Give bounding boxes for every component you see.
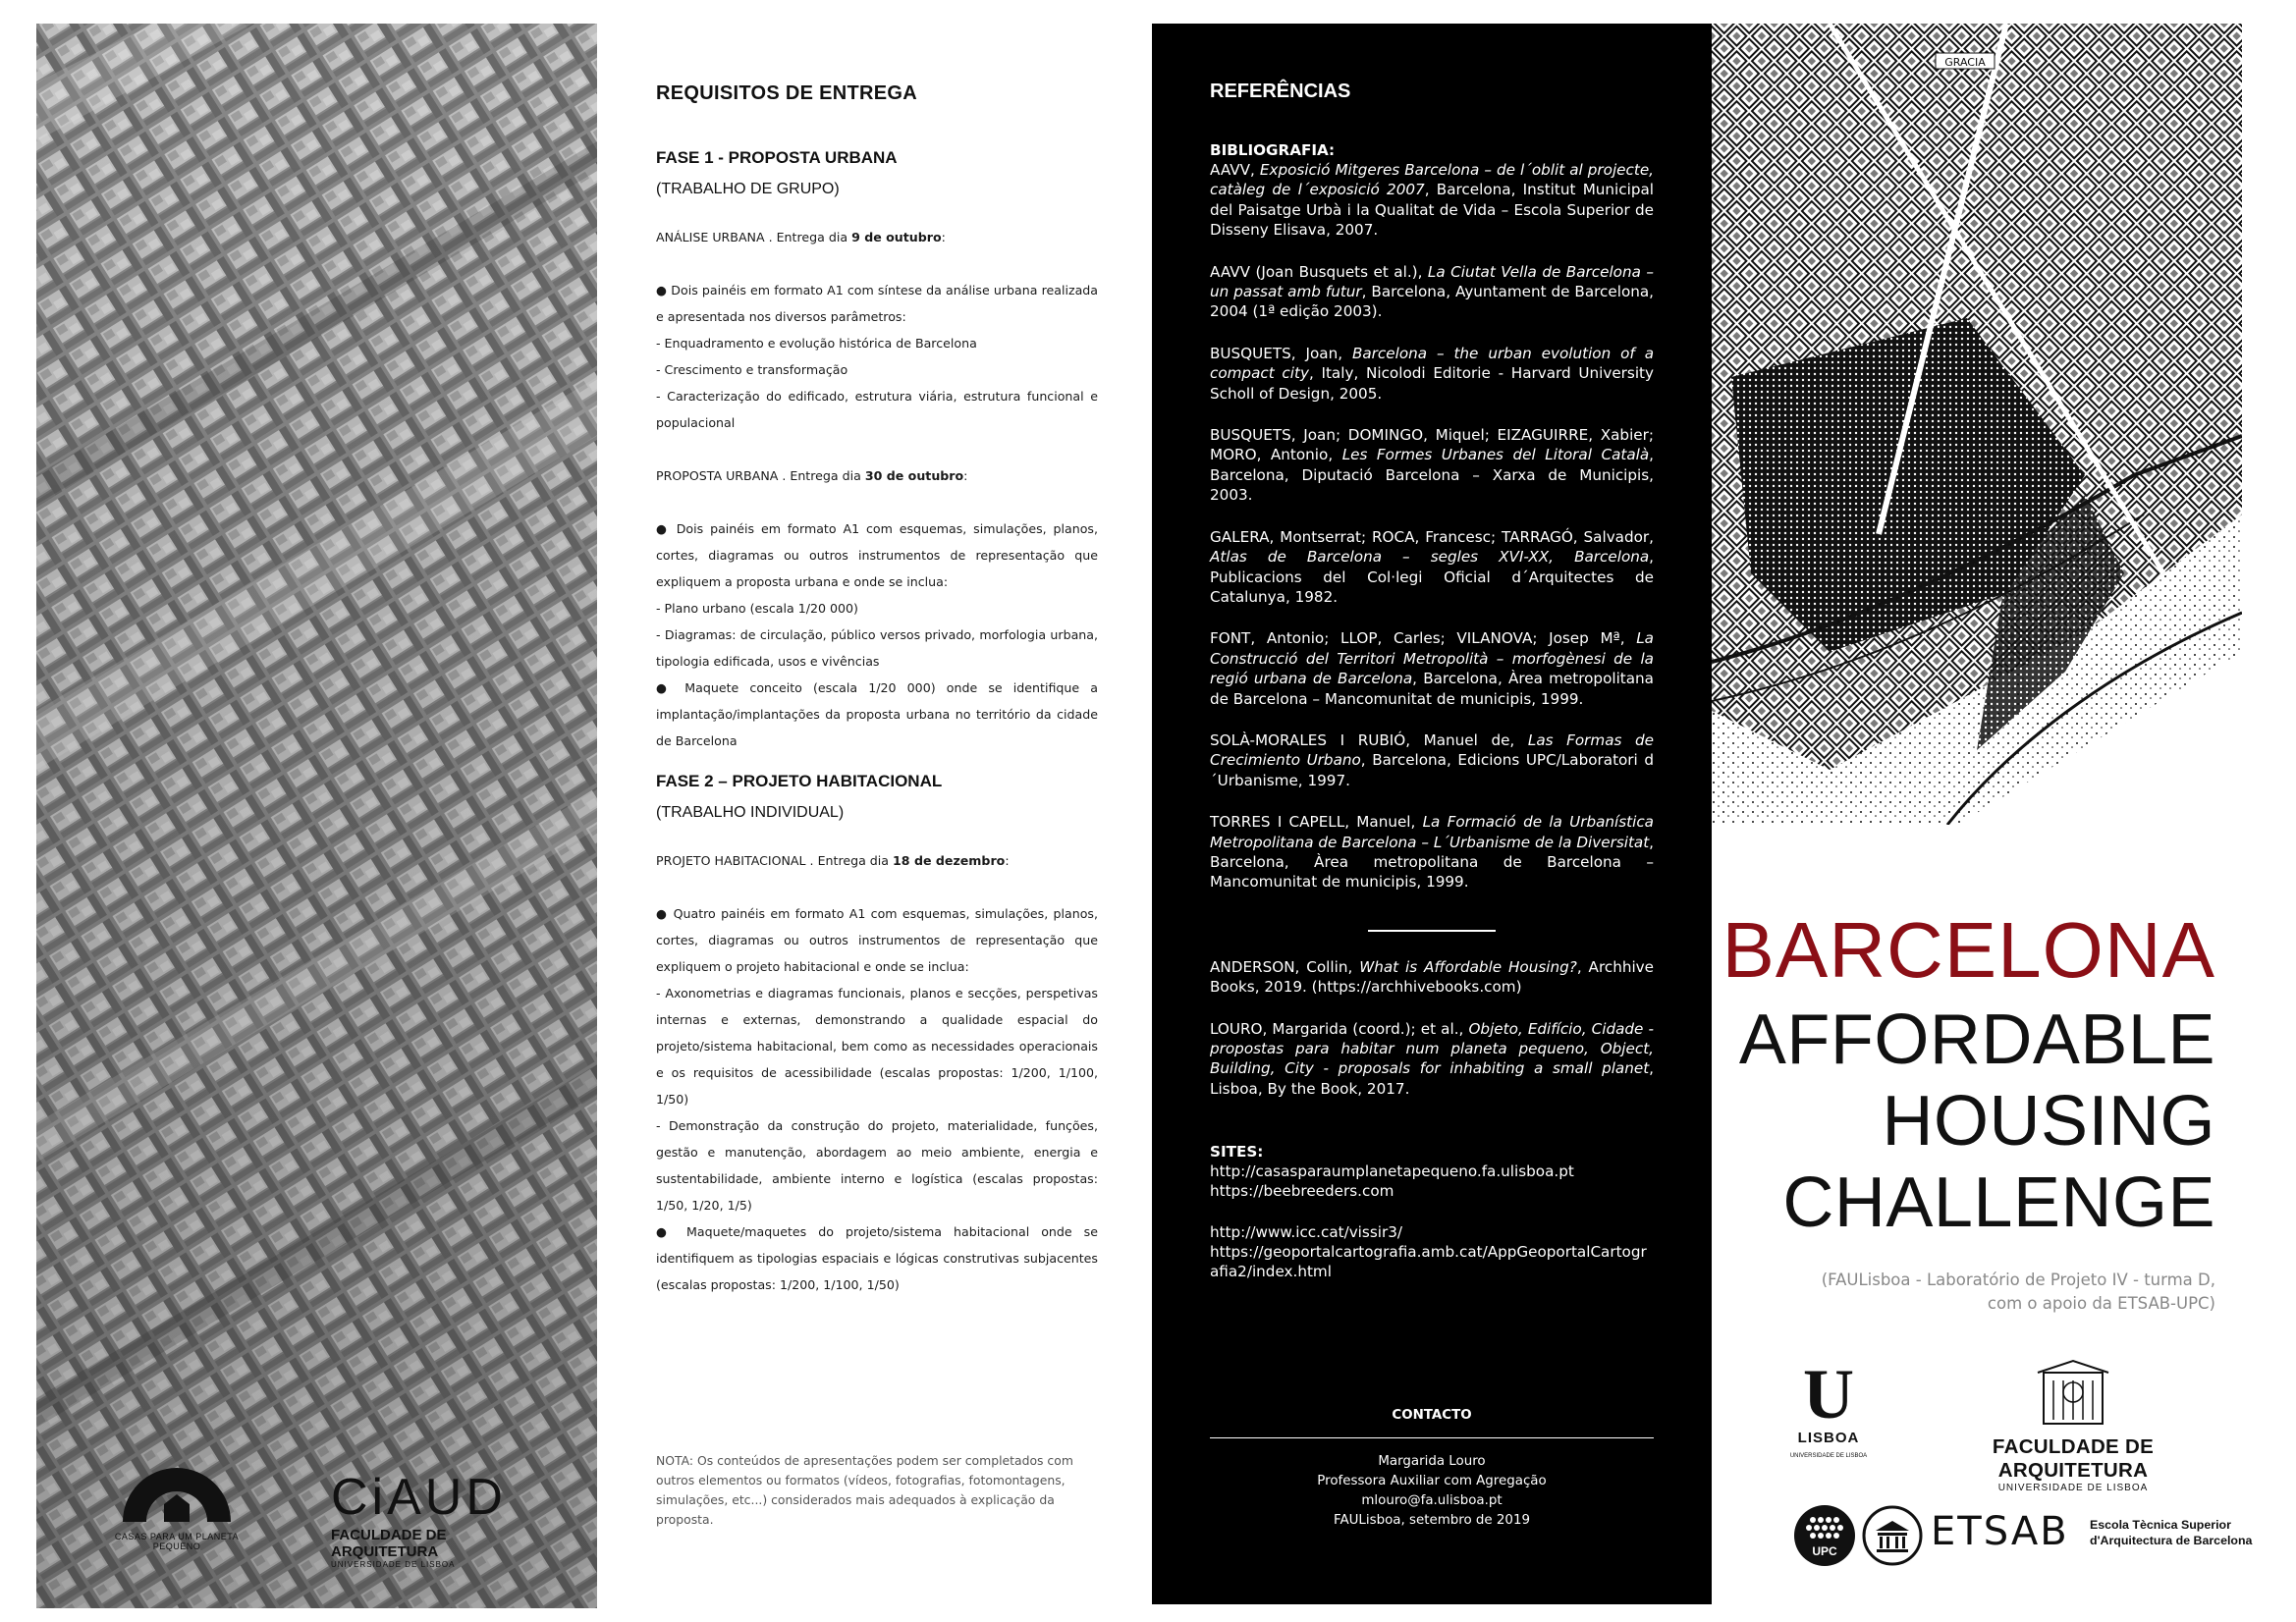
references-divider (1368, 930, 1496, 932)
proposta-suffix: : (963, 468, 968, 483)
analise-paragraph: - Caracterização do edificado, estrutura viária, estrutura funcional e populacional (656, 389, 1098, 430)
cover-subtitle (1822, 1269, 2215, 1316)
aerial-photo-panel (36, 24, 597, 1608)
casas-planeta-pequeno-logo (113, 1443, 241, 1561)
referencias-content (1210, 81, 1654, 1281)
cover-title (1739, 1000, 2215, 1244)
sites-group (1210, 1222, 1654, 1281)
fa-building-icon (2024, 1359, 2122, 1428)
fase2-subtitle: (TRABALHO INDIVIDUAL) (656, 804, 845, 821)
referencias-panel (1152, 24, 1712, 1604)
fase1-title: FASE 1 - PROPOSTA URBANA (656, 148, 898, 167)
etsab-building-icon (1862, 1505, 1923, 1566)
cover-subtitle-line: (FAULisboa - Laboratório de Projeto IV - turma D, (1821, 1271, 2215, 1289)
requisitos-column (656, 82, 1098, 1298)
fase2-title: FASE 2 – PROJETO HABITACIONAL (656, 772, 943, 790)
casas-house-icon (113, 1443, 241, 1532)
analise-date: 9 de outubro (851, 230, 942, 244)
projeto-paragraph: - Axonometrias e diagramas funcionais, planos e secções, perspetivas internas e externas, demonstrando a qualidade espacial do projeto/sistema habitacional, bem como as necessidades operacionais e os requisitos de acessibilidade (escalas propostas: 1/200, 1/100, 1/50) (656, 986, 1098, 1107)
contact-name: Margarida Louro (1378, 1454, 1486, 1469)
proposta-date: 30 de outubro (864, 468, 964, 483)
etsab-fullname (2090, 1517, 2252, 1548)
bibliografia-label: BIBLIOGRAFIA: (1210, 141, 1336, 159)
projeto-body (656, 900, 1098, 1298)
bibliography-entry: AAVV, Exposició Mitgeres Barcelona – de l´oblit al projecte, catàleg de l´exposició 2007, Barcelona, Institut Municipal del Paisatge Urbà i la Qualitat de Vida – Escola Superior de Disseny Elisava, 2007. (1210, 161, 1655, 240)
sites-label: SITES: (1210, 1143, 1264, 1162)
bibliography-list-extra (1210, 957, 1654, 1099)
ul-sub: UNIVERSIDADE DE LISBOA (1789, 1453, 1868, 1459)
upc-text: UPC (1812, 1544, 1837, 1558)
fase1-subtitle: (TRABALHO DE GRUPO) (656, 181, 840, 197)
proposta-prefix: PROPOSTA URBANA . Entrega dia (656, 468, 865, 483)
proposta-paragraph: ● Maquete conceito (escala 1/20 000) onde se identifique a implantação/implantações da proposta urbana no território da cidade de Barcelona (656, 680, 1098, 748)
etsab-fullname-line: d'Arquitectura de Barcelona (2090, 1534, 2253, 1547)
ciaud-faculty: FACULDADE DE ARQUITETURA (331, 1527, 447, 1560)
contact-role: Professora Auxiliar com Agregação (1317, 1474, 1547, 1488)
ciaud-university: UNIVERSIDADE DE LISBOA (331, 1560, 456, 1569)
projeto-paragraph: - Demonstração da construção do projeto, materialidade, funções, gestão e manutenção, abordagem ao meio ambiente, energia e sustentabilidade, ambiente interno e logística (escalas propostas: 1/50, 1/20, 1/5) (656, 1118, 1098, 1213)
bibliography-entry: SOLÀ-MORALES I RUBIÓ, Manuel de, Las Formas de Crecimiento Urbano, Barcelona, Edicions UPC/Laboratori d´Urbanisme, 1997. (1210, 730, 1654, 789)
proposta-paragraph: - Diagramas: de circulação, público versos privado, morfologia urbana, tipologia edificada, usos e vivências (656, 627, 1098, 669)
proposta-body (656, 515, 1098, 754)
analise-suffix: : (941, 230, 946, 244)
projeto-suffix: : (1005, 853, 1010, 868)
proposta-heading (656, 462, 1098, 489)
cover-subtitle-line: com o apoio da ETSAB-UPC) (1987, 1294, 2215, 1313)
etsab-wordmark: ETSAB (1931, 1509, 2069, 1554)
barcelona-map-drawing (1712, 24, 2242, 825)
proposta-paragraph: ● Dois painéis em formato A1 com esquemas, simulações, planos, cortes, diagramas ou outros instrumentos de representação que expliquem a proposta urbana e onde se inclua: (656, 521, 1098, 589)
fa-university: UNIVERSIDADE DE LISBOA (1997, 1483, 2149, 1493)
projeto-paragraph: ● Quatro painéis em formato A1 com esquemas, simulações, planos, cortes, diagramas ou outros instrumentos de representação que expliquem o projeto habitacional e onde se inclua: (656, 906, 1098, 974)
site-link[interactable]: http://www.icc.cat/vissir3/ (1210, 1223, 1402, 1242)
proposta-paragraph: - Plano urbano (escala 1/20 000) (656, 601, 858, 616)
bibliography-entry: BUSQUETS, Joan; DOMINGO, Miquel; EIZAGUIRRE, Xabier; MORO, Antonio, Les Formes Urbanes del Litoral Català, Barcelona, Diputació Barcelona – Xarxa de Municipis, 2003. (1210, 426, 1654, 505)
analise-paragraph: - Crescimento e transformação (656, 362, 848, 377)
analise-paragraph: ● Dois painéis em formato A1 com síntese da análise urbana realizada e apresentada nos diversos parâmetros: (656, 283, 1098, 324)
fa-name: FACULDADE DE ARQUITETURA (1992, 1435, 2155, 1482)
bibliography-entry: GALERA, Montserrat; ROCA, Francesc; TARRAGÓ, Salvador, Atlas de Barcelona – segles XVI-XX, Barcelona, Publicacions del Col·legi Oficial d´Arquitectes de Catalunya, 1982. (1210, 527, 1654, 606)
ciaud-mark: CiAUD (331, 1469, 507, 1526)
analise-body (656, 277, 1098, 436)
bibliography-entry: FONT, Antonio; LLOP, Carles; VILANOVA; Josep Mª, La Construcció del Territori Metropolità – morfogènesi de la regió urbana de Barcelona, Barcelona, Àrea metropolitana de Barcelona – Mancomunitat de municipis, 1999. (1210, 629, 1654, 708)
site-link[interactable]: https://geoportalcartografia.amb.cat/AppGeoportalCartografia2/index.html (1210, 1243, 1647, 1281)
site-link[interactable]: http://casasparaumplanetapequeno.fa.ulisboa.pt (1210, 1162, 1574, 1181)
ciaud-logo (331, 1469, 557, 1569)
cover-title-line: HOUSING (1882, 1082, 2215, 1161)
bibliography-list (1210, 160, 1654, 892)
projeto-date: 18 de dezembro (893, 853, 1006, 868)
analise-paragraph: - Enquadramento e evolução histórica de Barcelona (656, 336, 977, 351)
contact-divider (1210, 1437, 1654, 1438)
upc-dots-icon (1793, 1504, 1856, 1567)
bibliography-entry: LOURO, Margarida (coord.); et al., Objeto, Edifício, Cidade - propostas para habitar num planeta pequeno, Object, Building, City - proposals for inhabiting a small planet, Lisboa, By the Book, 2017. (1210, 1019, 1654, 1098)
faculdade-arquitetura-logo (1931, 1359, 2215, 1493)
cover-title-barcelona: BARCELONA (1722, 906, 2215, 994)
analise-heading (656, 224, 1098, 250)
bibliography-entry: BUSQUETS, Joan, Barcelona – the urban evolution of a compact city, Italy, Nicolodi Editorie - Harvard University Scholl of Design, 2005. (1210, 344, 1654, 403)
bibliography-entry: TORRES I CAPELL, Manuel, La Formació de la Urbanística Metropolitana de Barcelona – L´Urbanisme de la Diversitat, Barcelona, Àrea metropolitana de Barcelona – Mancomunitat de municipis, 1999. (1210, 813, 1654, 892)
etsab-fullname-line: Escola Tècnica Superior (2090, 1518, 2231, 1532)
contact-block (1210, 1406, 1654, 1531)
contact-title: CONTACTO (1392, 1408, 1472, 1423)
upc-logo (1793, 1504, 1856, 1567)
bibliography-entry: AAVV (Joan Busquets et al.), La Ciutat Vella de Barcelona – un passat amb futur, Barcelona, Ayuntament de Barcelona, 2004 (1ª edição 2003). (1210, 262, 1655, 321)
cover-title-line: AFFORDABLE (1738, 1000, 2215, 1079)
contact-date: FAULisboa, setembro de 2019 (1334, 1513, 1530, 1528)
barcelona-map (1712, 24, 2242, 825)
projeto-paragraph: ● Maquete/maquetes do projeto/sistema habitacional onde se identifiquem as tipologias espaciais e lógicas construtivas subjacentes (escalas propostas: 1/200, 1/100, 1/50) (656, 1224, 1098, 1292)
referencias-title: REFERÊNCIAS (1210, 81, 1351, 102)
sites-group (1210, 1162, 1654, 1201)
analise-prefix: ANÁLISE URBANA . Entrega dia (656, 230, 852, 244)
projeto-prefix: PROJETO HABITACIONAL . Entrega dia (656, 853, 894, 868)
delivery-note: NOTA: Os conteúdos de apresentações podem ser completados com outros elementos ou formatos (vídeos, fotografias, fotomontagens, simulações, etc...) considerados mais adequados à explicação da proposta. (656, 1453, 1073, 1527)
ul-letter: U (1803, 1355, 1854, 1433)
projeto-heading (656, 847, 1098, 874)
casas-logo-text: CASAS PARA UM PLANETA PEQUENO (114, 1532, 240, 1551)
universidade-lisboa-logo (1789, 1355, 1868, 1500)
bibliography-entry: ANDERSON, Collin, What is Affordable Housing?, Archhive Books, 2019. (https://archhivebooks.com) (1210, 957, 1655, 997)
contact-email[interactable]: mlouro@fa.ulisboa.pt (1361, 1493, 1503, 1508)
ul-name: LISBOA (1797, 1430, 1860, 1446)
site-link[interactable]: https://beebreeders.com (1210, 1182, 1394, 1201)
aerial-city-image (36, 24, 597, 1608)
etsab-seal-logo (1862, 1505, 1923, 1566)
cover-title-line: CHALLENGE (1782, 1163, 2215, 1242)
map-label-gracia: GRACIA (1944, 56, 1986, 69)
requisitos-title: REQUISITOS DE ENTREGA (656, 82, 917, 104)
